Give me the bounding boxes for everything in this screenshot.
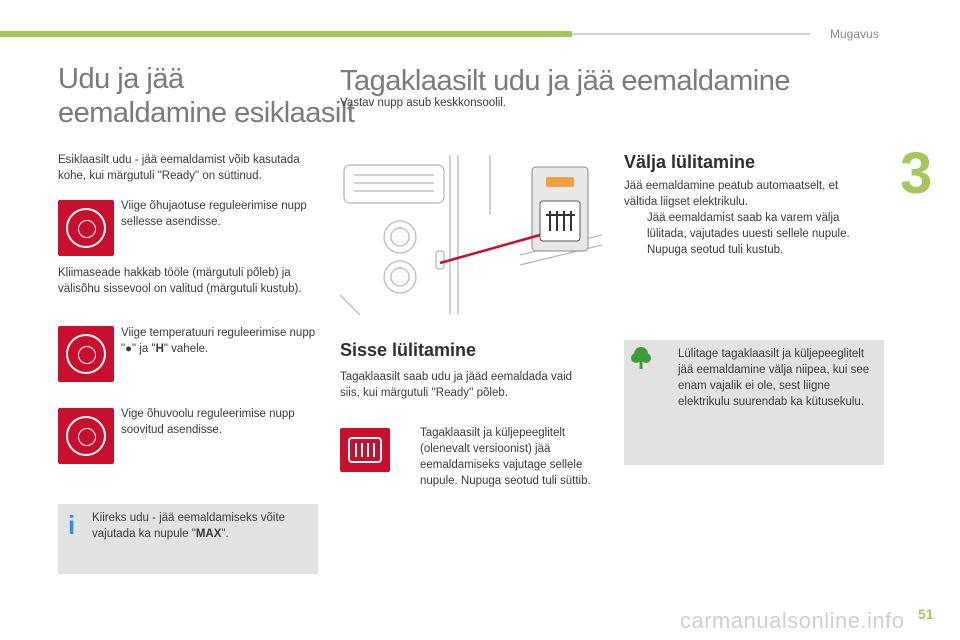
step-airflow: Vige õhuvoolu reguleerimise nupp soovitud asendisse.	[121, 408, 295, 436]
switch-on-bullet: Tagaklaasilt ja küljepeeglitelt (olenevalt versioonist) jää eemaldamiseks vajutage sellele nupule. Nupuga seotud tuli süttib.	[420, 427, 591, 487]
switch-off-bullet: Jää eemaldamist saab ka varem välja lülitada, vajutades uuesti sellele nupule. Nupuga seotud tuli kustub.	[647, 212, 850, 256]
max-note-text: Kiireks udu - jää eemaldamiseks võite vajutada ka nupule "MAX".	[92, 512, 286, 540]
air-distribution-dial-icon	[58, 200, 114, 256]
right-title: Tagaklaasilt udu ja jää eemaldamine	[340, 65, 791, 97]
page-number: 51	[918, 606, 934, 622]
eco-note-text: Lülitage tagaklaasilt ja küljepeeglitelt jää eemaldamine välja niipea, kui see enam vajalik ei ole, sest liigne elektrikulu suurendab ka kütusekulu.	[678, 348, 870, 408]
left-title-line2: eemaldamine esiklaasilt	[58, 97, 355, 129]
left-intro: Esiklaasilt udu - jää eemaldamist võib kasutada kohe, kui märgutuli "Ready" on süttinud.	[58, 154, 300, 182]
switch-off-text: Jää eemaldamine peatub automaatselt, et vältida liigset elektrikulu.	[624, 180, 839, 208]
left-middle-text: Kliimaseade hakkab tööle (märgutuli põleb) ja välisõhu sissevool on valitud (märgutuli kustub).	[58, 267, 302, 295]
tree-icon	[630, 346, 652, 370]
switch-on-title: Sisse lülitamine	[340, 340, 477, 360]
step-temperature: Viige temperatuuri reguleerimise nupp "●" ja "H" vahele.	[121, 327, 316, 355]
eco-note-box	[624, 340, 884, 465]
chapter-number: 3	[900, 141, 933, 206]
airflow-dial-icon	[58, 408, 114, 464]
header-rule	[572, 33, 810, 35]
temperature-dial-icon	[58, 326, 114, 382]
switch-on-text: Tagaklaasilt saab udu ja jääd eemaldada vaid siis, kui märgutuli ''Ready'' põleb.	[340, 371, 573, 399]
left-title	[58, 62, 354, 130]
info-icon: i	[68, 510, 76, 540]
watermark: carmanualsonline.info	[680, 608, 905, 633]
left-title-line1: Udu ja jää	[58, 63, 184, 95]
step-air-distribution: Viige õhujaotuse reguleerimise nupp sellesse asendisse.	[121, 200, 307, 228]
section-label: Mugavus	[830, 27, 879, 41]
max-note-box	[58, 504, 318, 574]
right-subtitle: Vastav nupp asub keskkonsoolil.	[340, 97, 506, 109]
rear-defrost-icon	[340, 428, 390, 472]
header-accent-bar	[0, 31, 572, 37]
console-illustration	[340, 155, 602, 315]
switch-off-title: Välja lülitamine	[624, 152, 756, 172]
